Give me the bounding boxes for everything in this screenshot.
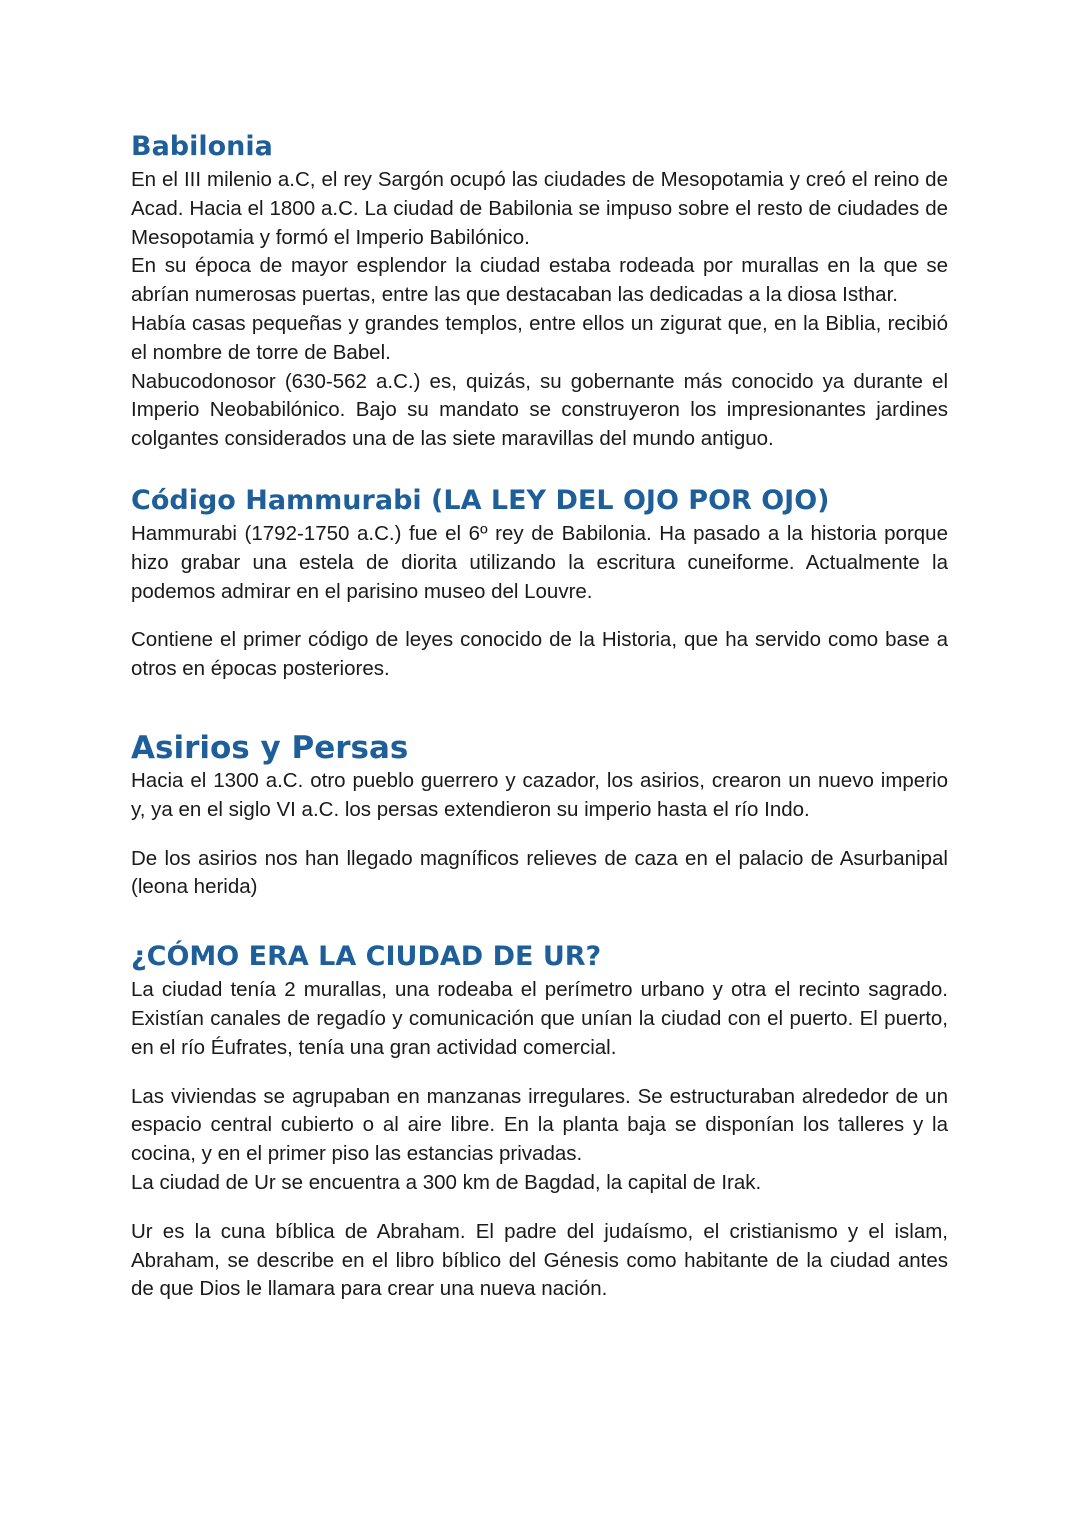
paragraph: La ciudad de Ur se encuentra a 300 km de Bagdad, la capital de Irak. bbox=[131, 1170, 762, 1194]
section-title-hammurabi: Código Hammurabi (LA LEY DEL OJO POR OJO) bbox=[131, 484, 830, 516]
section-hammurabi bbox=[131, 482, 948, 684]
paragraph: Nabucodonosor (630-562 a.C.) es, quizás, su gobernante más conocido ya durante el Imperio Neobabilónico. Bajo su mandato se construyeron los impresionantes jardines colgantes considerados una de las siete maravillas del mundo antiguo. bbox=[131, 369, 948, 451]
paragraph: De los asirios nos han llegado magníficos relieves de caza en el palacio de Asurbanipal (leona herida) bbox=[131, 846, 948, 899]
section-asirios bbox=[131, 729, 948, 902]
paragraph: La ciudad tenía 2 murallas, una rodeaba el perímetro urbano y otra el recinto sagrado. Existían canales de regadío y comunicación que unían la ciudad con el puerto. El puerto, en el río Éufrates, tenía una gran actividad comercial. bbox=[131, 978, 948, 1059]
paragraph: Ur es la cuna bíblica de Abraham. El padre del judaísmo, el cristianismo y el islam, Abraham, se describe en el libro bíblico del Génesis como habitante de la ciudad antes de que Dios le llamara para crear una nueva nación. bbox=[131, 1219, 948, 1301]
paragraph: En su época de mayor esplendor la ciudad estaba rodeada por murallas en la que se abrían numerosas puertas, entre las que destacaban las dedicadas a la diosa Isthar. bbox=[131, 254, 948, 307]
section-title-asirios: Asirios y Persas bbox=[131, 729, 409, 766]
section-title-ur: ¿CÓMO ERA LA CIUDAD DE UR? bbox=[131, 941, 602, 973]
section-ur bbox=[131, 938, 948, 1304]
paragraph: Hammurabi (1792-1750 a.C.) fue el 6º rey de Babilonia. Ha pasado a la historia porque hizo grabar una estela de diorita utilizando la escritura cuneiforme. Actualmente la podemos admirar en el parisino museo del Louvre. bbox=[131, 521, 948, 603]
paragraph: Había casas pequeñas y grandes templos, entre ellos un zigurat que, en la Biblia, recibió el nombre de torre de Babel. bbox=[131, 311, 948, 364]
section-title-babilonia: Babilonia bbox=[131, 131, 273, 162]
paragraph: Las viviendas se agrupaban en manzanas irregulares. Se estructuraban alrededor de un espacio central cubierto o al aire libre. En la planta baja se disponían los talleres y la cocina, y en el primer piso las estancias privadas. bbox=[131, 1084, 948, 1166]
section-babilonia bbox=[131, 128, 948, 454]
document-page bbox=[131, 128, 948, 1304]
paragraph: En el III milenio a.C, el rey Sargón ocupó las ciudades de Mesopotamia y creó el reino de Acad. Hacia el 1800 a.C. La ciudad de Babilonia se impuso sobre el resto de ciudades de Mesopotamia y formó el Imperio Babilónico. bbox=[131, 168, 948, 249]
paragraph: Hacia el 1300 a.C. otro pueblo guerrero y cazador, los asirios, crearon un nuevo imperio y, ya en el siglo VI a.C. los persas extendieron su imperio hasta el río Indo. bbox=[131, 768, 948, 821]
paragraph: Contiene el primer código de leyes conocido de la Historia, que ha servido como base a otros en épocas posteriores. bbox=[131, 628, 948, 681]
